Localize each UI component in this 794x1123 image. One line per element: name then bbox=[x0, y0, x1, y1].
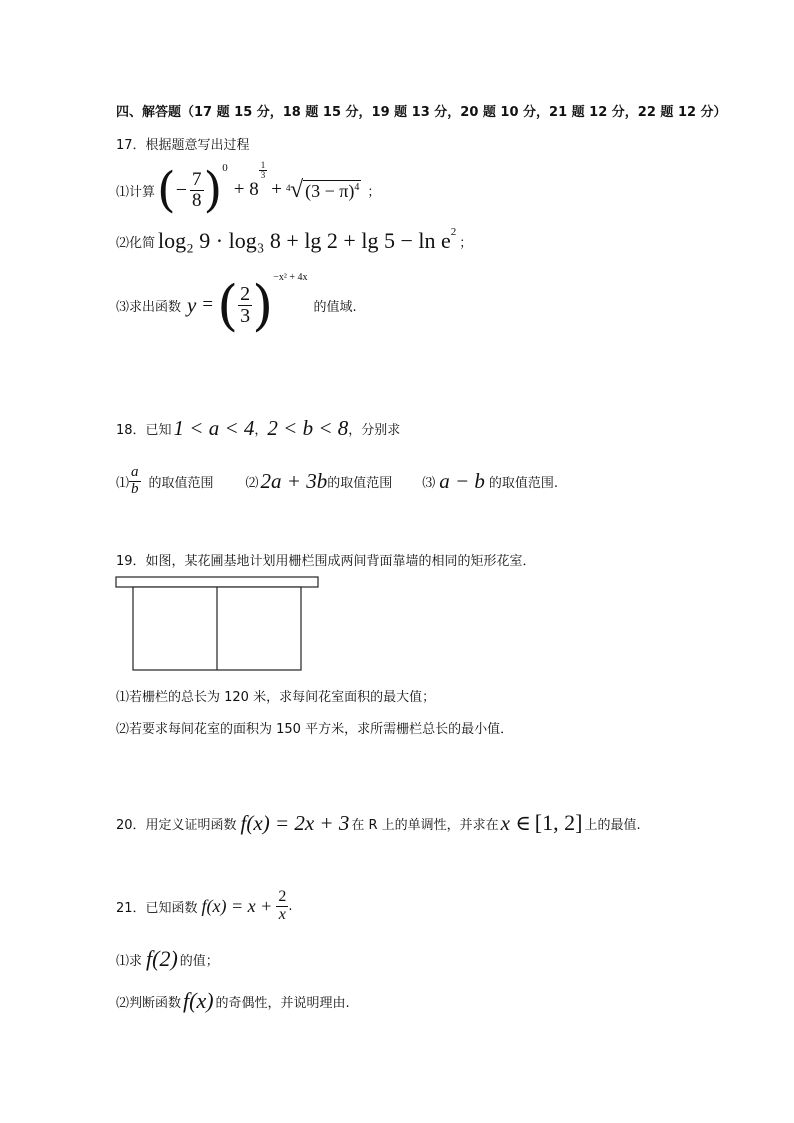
root-index: 4 bbox=[285, 182, 291, 193]
q17-part1-end: ； bbox=[367, 184, 381, 200]
exponent-zero: 0 bbox=[222, 162, 228, 174]
fraction-denominator: b bbox=[131, 480, 139, 497]
minus-sign: − bbox=[175, 178, 188, 201]
q18-stem bbox=[116, 414, 400, 442]
y-variable: y bbox=[187, 292, 197, 317]
fraction-numerator: a bbox=[131, 463, 139, 480]
e-exponent: 2 bbox=[450, 226, 457, 238]
q17-part2-end: ； bbox=[459, 235, 473, 251]
expr-a-minus-b: a − b bbox=[439, 468, 485, 493]
q21-stem bbox=[116, 882, 292, 930]
q21-part1 bbox=[116, 944, 219, 974]
power-exponent: −x² + 4x bbox=[273, 272, 308, 283]
fraction-7-8 bbox=[190, 170, 204, 211]
q19-part2: ⑵若要求每间花室的面积为 150 平方米，求所需栅栏总长的最小值． bbox=[116, 722, 514, 737]
q21-part2-label: ⑵判断函数 bbox=[116, 995, 182, 1011]
greenhouse-diagram bbox=[112, 574, 324, 674]
q20-stem bbox=[116, 808, 641, 838]
radical-sign: √ bbox=[289, 176, 304, 203]
log-expression: log₂ 9 · log₃ 8 + lg 2 + lg 5 − ln e bbox=[158, 228, 451, 253]
q19-part1: ⑴若栅栏的总长为 120 米，求每间花室面积的最大值； bbox=[116, 690, 436, 705]
root-base: (3 − π) bbox=[305, 180, 355, 201]
q19-stem: 19．如图，某花圃基地计划用栅栏围成两间背面靠墙的相同的矩形花室． bbox=[116, 554, 536, 569]
q21-part1-text: 的值； bbox=[179, 953, 219, 969]
q18-parts bbox=[116, 458, 558, 504]
root-exponent: 4 bbox=[354, 181, 360, 193]
q21-part1-label: ⑴求 bbox=[116, 953, 143, 969]
q17-part3 bbox=[116, 272, 357, 338]
wall bbox=[116, 577, 318, 587]
fourth-root bbox=[286, 177, 361, 204]
fraction-numerator: 2 bbox=[278, 887, 287, 905]
exponent-numerator: 1 bbox=[260, 160, 266, 170]
q17-part2-label: ⑵化简 bbox=[116, 235, 156, 251]
section-title: 四、解答题（17 题 15 分，18 题 15 分，19 题 13 分，20 题 10 分，21 题 12 分，22 题 12 分） bbox=[116, 105, 727, 120]
q20-stem-suffix: 上的最值. bbox=[584, 817, 641, 833]
equals-sign: = bbox=[202, 294, 214, 315]
fraction-a-b bbox=[129, 465, 141, 498]
fraction-2-3 bbox=[238, 284, 252, 327]
interval: [1, 2] bbox=[534, 810, 583, 835]
left-paren: ( bbox=[217, 273, 239, 337]
q18-part1-label: ⑴ bbox=[116, 475, 130, 491]
exponent-one-third bbox=[259, 161, 268, 181]
right-paren: ) bbox=[203, 162, 223, 218]
fraction-2-x bbox=[276, 889, 288, 924]
q17-part3-end: 的值域. bbox=[313, 299, 357, 315]
plus-eight: + 8 bbox=[233, 179, 259, 200]
q17-part1 bbox=[116, 160, 380, 220]
fraction-numerator: 2 bbox=[240, 282, 251, 305]
q17-part1-label: ⑴计算 bbox=[116, 184, 156, 200]
q18-part2-label: ⑵ bbox=[245, 475, 259, 491]
q17-stem: 17．根据题意写出过程 bbox=[116, 138, 250, 153]
q18-stem-prefix: 18．已知 bbox=[116, 422, 172, 438]
f-of-2: f(2) bbox=[146, 946, 178, 971]
root-body bbox=[303, 180, 361, 202]
q18-comma: ， bbox=[254, 422, 268, 438]
q18-stem-suffix: ，分别求 bbox=[348, 422, 401, 438]
q18-part1-text: 的取值范围 bbox=[148, 475, 214, 491]
function-left: f(x) = x + bbox=[201, 895, 273, 916]
q20-stem-prefix: 20．用定义证明函数 bbox=[116, 817, 237, 833]
plus-sign: + bbox=[271, 179, 282, 200]
exponent-denominator: 3 bbox=[260, 170, 266, 181]
left-paren: ( bbox=[157, 162, 176, 218]
q17-part2 bbox=[116, 224, 472, 258]
fraction-denominator: 3 bbox=[240, 304, 251, 327]
x-in: x ∈ bbox=[500, 810, 531, 835]
q21-part2 bbox=[116, 986, 350, 1016]
f-of-x: f(x) bbox=[183, 988, 214, 1013]
q18-part3-text: 的取值范围. bbox=[488, 475, 559, 491]
q20-stem-middle: 在 R 上的单调性，并求在 bbox=[351, 817, 499, 833]
range-b: 2 < b < 8 bbox=[267, 415, 349, 440]
fraction-denominator: x bbox=[278, 905, 286, 923]
fraction-denominator: 8 bbox=[192, 189, 202, 211]
q21-stem-prefix: 21．已知函数 bbox=[116, 900, 198, 916]
range-a: 1 < a < 4 bbox=[173, 415, 255, 440]
q21-stem-end: . bbox=[288, 898, 293, 914]
q18-part2-text: 的取值范围 bbox=[327, 475, 393, 491]
fraction-numerator: 7 bbox=[192, 168, 202, 190]
q21-part2-text: 的奇偶性，并说明理由. bbox=[215, 995, 350, 1011]
expr-2a-3b: 2a + 3b bbox=[260, 468, 328, 493]
q17-part3-label: ⑶求出函数 bbox=[116, 299, 182, 315]
q18-part3-label: ⑶ bbox=[422, 475, 436, 491]
right-paren: ) bbox=[252, 273, 274, 337]
linear-function: f(x) = 2x + 3 bbox=[240, 810, 350, 835]
